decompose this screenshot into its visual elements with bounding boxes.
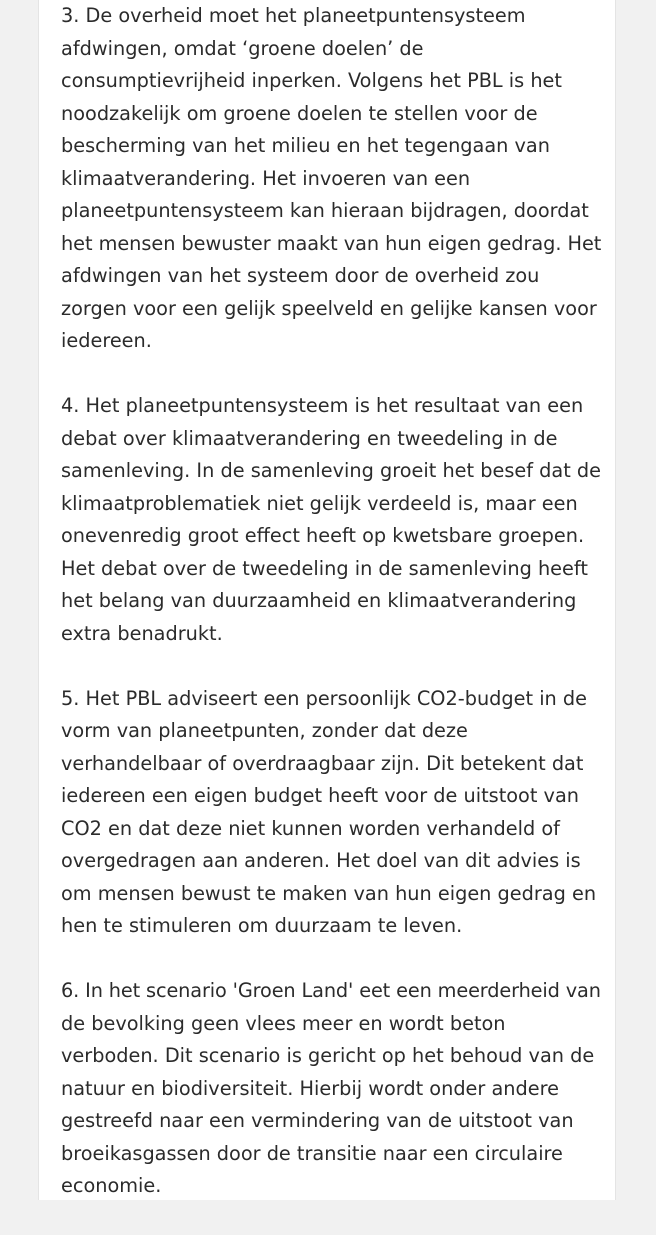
text-line: het mensen bewuster maakt van hun eigen gedrag. Het (61, 231, 602, 255)
text-line: bescherming van het milieu en het tegengaan van (61, 134, 550, 157)
text-line: vorm van planeetpunten, zonder dat deze (61, 719, 468, 742)
text-line: 4. Het planeetpuntensysteem is het resultaat van een (61, 394, 584, 417)
text-line: hen te stimuleren om duurzaam te leven. (61, 914, 463, 937)
text-line: natuur en biodiversiteit. Hierbij wordt onder andere (61, 1076, 559, 1100)
text-line: Het debat over de tweedeling in de samenleving heeft (61, 556, 588, 580)
text-line: verhandelbaar of overdraagbaar zijn. Dit betekent dat (61, 751, 584, 775)
text-line: noodzakelijk om groene doelen te stellen voor de (61, 101, 538, 125)
message-body (61, 0, 601, 1235)
text-line: broeikasgassen door de transitie naar een circulaire (61, 1141, 563, 1165)
text-line: overgedragen aan anderen. Het doel van dit advies is (61, 849, 581, 872)
text-line: het belang van duurzaamheid en klimaatverandering (61, 589, 577, 612)
text-line: de bevolking geen vlees meer en wordt beton (61, 1011, 506, 1035)
text-line: afdwingen van het systeem door de overheid zou (61, 264, 540, 287)
text-line: klimaatproblematiek niet gelijk verdeeld is, maar een (61, 491, 578, 515)
text-line: om mensen bewust te maken van hun eigen gedrag en (61, 881, 597, 905)
text-line: klimaatverandering. Het invoeren van een (61, 166, 471, 190)
text-line: CO2 en dat deze niet kunnen worden verhandeld of (61, 816, 560, 840)
text-line: iedereen een eigen budget heeft voor de uitstoot van (61, 784, 579, 807)
text-line: 3. De overheid moet het planeetpuntensysteem (61, 4, 526, 27)
text-line: consumptievrijheid inperken. Volgens het PBL is het (61, 69, 562, 92)
text-line: economie. (61, 1174, 162, 1197)
text-line: verboden. Dit scenario is gericht op het behoud van de (61, 1044, 595, 1067)
text-line: afdwingen, omdat ‘groene doelen’ de (61, 36, 424, 60)
text-line: samenleving. In de samenleving groeit het besef dat de (61, 459, 601, 482)
text-line: 6. In het scenario 'Groen Land' eet een meerderheid van (61, 979, 601, 1002)
text-line: onevenredig groot effect heeft op kwetsbare groepen. (61, 524, 585, 547)
paragraph-point-5 (61, 683, 601, 943)
text-line: planeetpuntensysteem kan hieraan bijdragen, doordat (61, 199, 589, 222)
text-line: extra benadrukt. (61, 621, 223, 645)
text-line: iedereen. (61, 329, 152, 352)
text-line: gestreefd naar een vermindering van de uitstoot van (61, 1109, 574, 1132)
paragraph-point-6 (61, 975, 601, 1203)
text-line: debat over klimaatverandering en tweedeling in de (61, 426, 558, 450)
text-line: 5. Het PBL adviseert een persoonlijk CO2-budget in de (61, 686, 587, 710)
text-line: zorgen voor een gelijk speelveld en gelijke kansen voor (61, 296, 597, 320)
message-card (38, 0, 616, 1200)
paragraph-point-3 (61, 0, 601, 358)
paragraph-point-4 (61, 390, 601, 650)
